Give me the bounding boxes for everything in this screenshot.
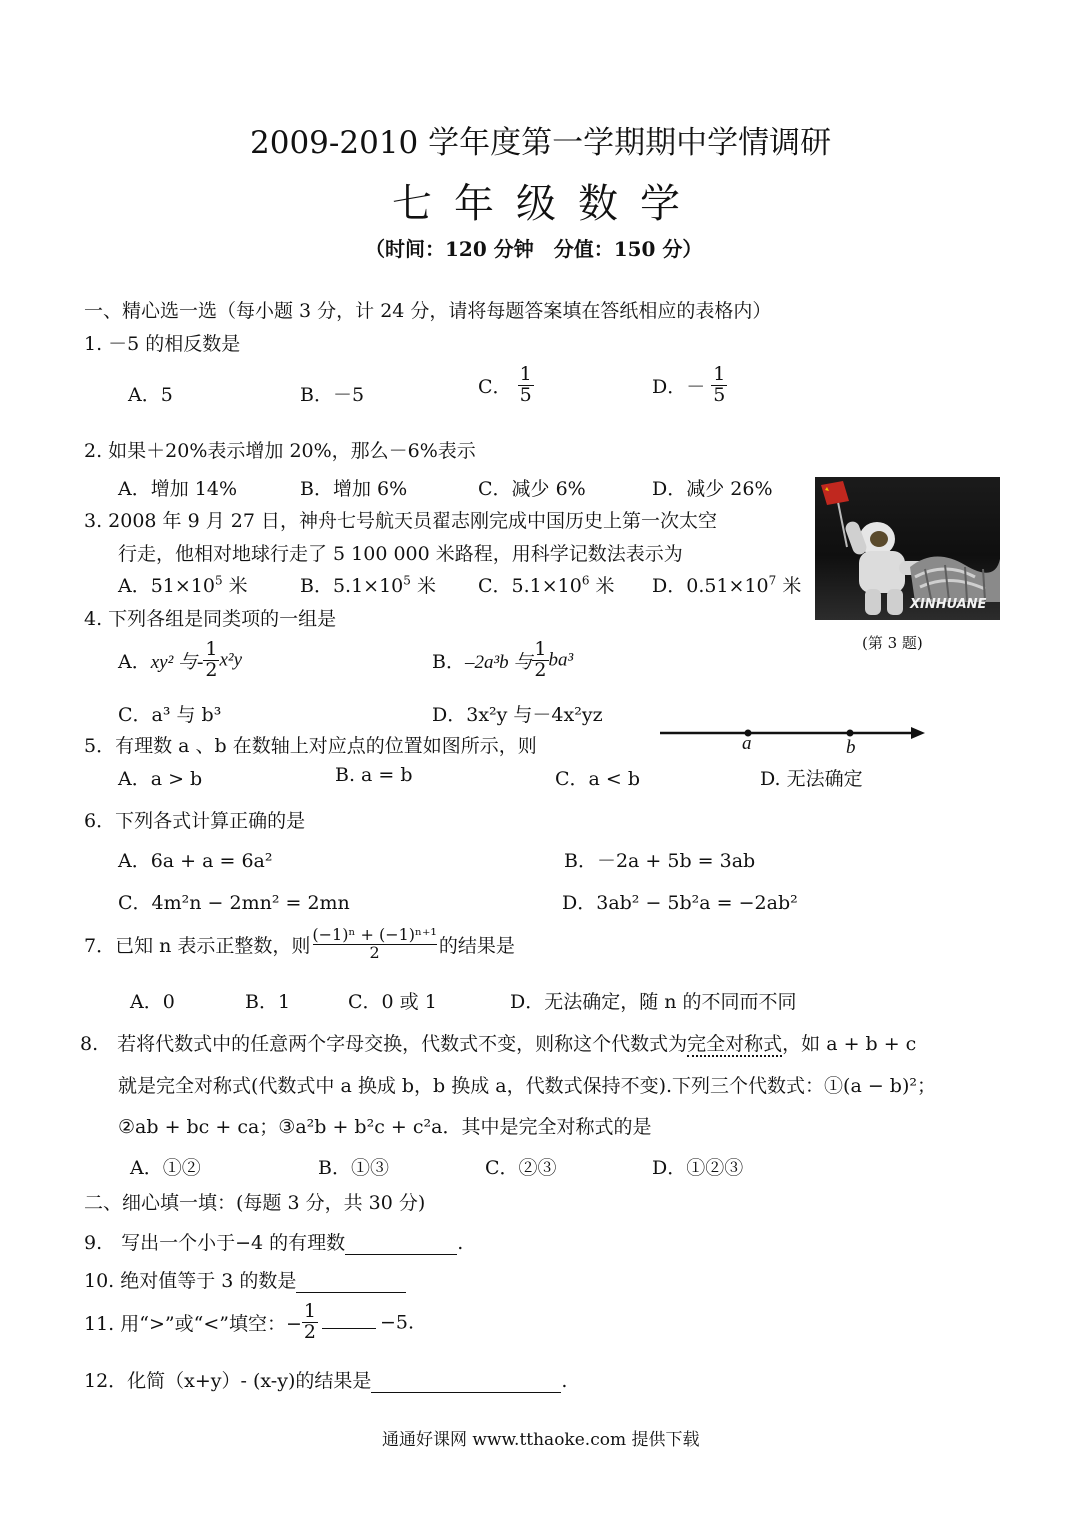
q3-stem-line-1: 3. 2008 年 9 月 27 日，神舟七号航天员翟志刚完成中国历史上第一次太空: [84, 510, 717, 532]
photo-watermark: XINHUANE: [910, 597, 987, 612]
q7-fraction: $\frac{\text{(−1)ⁿ + (−1)ⁿ⁺¹}}{2}$: [312, 925, 437, 962]
q7-option-a: A．0: [130, 991, 175, 1013]
q7-stem: 7．已知 n 表示正整数，则 $\frac{\text{(−1)ⁿ + (−1)ⁿ⁺¹}}{2}$ 的结果是: [84, 925, 515, 962]
q5-option-c: C．a < b: [555, 768, 641, 790]
q1-d-fraction: $\frac{1}{5}$: [713, 363, 726, 406]
q8-line-2: 就是完全对称式(代数式中 a 换成 b，b 换成 a，代数式保持不变).下列三个代数式：①(a − b)²；: [118, 1075, 936, 1097]
q6-option-b: B．－2a + 5b = 3ab: [564, 850, 756, 872]
q12-answer-blank[interactable]: [371, 1372, 561, 1393]
q6-option-d: D．3ab² − 5b²a = −2ab²: [562, 892, 798, 914]
q5-option-a: A．a > b: [118, 768, 203, 790]
exam-title: 2009-2010 学年度第一学期期中学情调研: [250, 125, 832, 161]
q11: 11. 用“>”或“<”填空：− $\frac{1}{2}$ −5.: [84, 1300, 415, 1343]
q1-option-c: C． $\frac{1}{5}$: [478, 363, 532, 406]
point-b-label: b: [846, 737, 856, 758]
q9: 9. 写出一个小于−4 的有理数 .: [84, 1232, 464, 1254]
q10: 10. 绝对值等于 3 的数是: [84, 1266, 406, 1293]
q3-option-d: D．$0.51\times 10^7$ 米: [652, 573, 802, 597]
footer-text: 通通好课网 www.tthaoke.com 提供下载: [382, 1430, 700, 1450]
q8-line-1: 8. 若将代数式中的任意两个字母交换，代数式不变，则称这个代数式为完全对称式，如 a + b + c: [80, 1033, 917, 1055]
q2-option-a: A．增加 14%: [118, 478, 237, 500]
q3-option-b: B．$5.1\times 10^5$ 米: [300, 573, 436, 597]
q3-stem-line-2: 行走，他相对地球行走了 5 100 000 米路程，用科学记数法表示为: [118, 543, 683, 565]
number-line: [655, 720, 930, 760]
q12: 12．化简（x+y）- (x-y)的结果是 .: [84, 1370, 568, 1392]
q3-option-a: A．$51\times 10^5$ 米: [118, 573, 248, 597]
q2-option-b: B．增加 6%: [300, 478, 408, 500]
photo-caption: (第 3 题): [862, 634, 923, 652]
astronaut-photo: [815, 477, 1000, 620]
q2-option-c: C．减少 6%: [478, 478, 586, 500]
q6-option-c: C．4m²n − 2mn² = 2mn: [118, 892, 350, 914]
q4-option-a: A．xy² 与- $\frac{1}{2}$ x²y: [118, 638, 243, 681]
q8-option-c: C．②③: [485, 1157, 557, 1179]
point-a-label: a: [742, 733, 752, 754]
q5-stem: 5．有理数 a 、b 在数轴上对应点的位置如图所示，则: [84, 735, 537, 757]
q1-c-fraction: $\frac{1}{5}$: [519, 363, 532, 406]
q4-stem: 4. 下列各组是同类项的一组是: [84, 608, 337, 630]
q9-answer-blank[interactable]: [345, 1234, 457, 1255]
q11-fraction: $\frac{1}{2}$: [303, 1300, 316, 1343]
q5-option-b: B. a = b: [335, 764, 413, 786]
q1-stem: 1. －5 的相反数是: [84, 333, 241, 355]
q3-option-c: C．$5.1\times 10^6$ 米: [478, 573, 615, 597]
q8-option-a: A．①②: [130, 1157, 201, 1179]
exam-info: （时间：120 分钟 分值：150 分）: [365, 237, 703, 261]
q4-a-fraction: $\frac{1}{2}$: [205, 638, 218, 681]
q11-answer-blank[interactable]: [322, 1316, 376, 1329]
exam-subject: 七年级数学: [392, 181, 702, 227]
q4-option-d: D．3x²y 与－4x²yz: [432, 704, 603, 726]
q4-option-c: C．a³ 与 b³: [118, 704, 222, 726]
q6-stem: 6．下列各式计算正确的是: [84, 810, 306, 832]
q8-option-b: B．①③: [318, 1157, 389, 1179]
q5-option-d: D. 无法确定: [760, 768, 863, 790]
q7-option-c: C．0 或 1: [348, 991, 437, 1013]
q6-option-a: A．6a + a = 6a²: [118, 850, 273, 872]
q8-line-3: ②ab + bc + ca；③a²b + b²c + c²a．其中是完全对称式的是: [118, 1116, 652, 1138]
q1-option-d: D．－ $\frac{1}{5}$: [652, 363, 726, 406]
section-1-heading: 一、精心选一选（每小题 3 分，计 24 分，请将每题答案填在答纸相应的表格内）: [84, 300, 772, 322]
q7-option-b: B．1: [245, 991, 291, 1013]
point-b-marker: [847, 730, 854, 737]
q1-option-b: B．－5: [300, 384, 365, 406]
q1-option-a: A．5: [128, 384, 173, 406]
q10-answer-blank[interactable]: [296, 1272, 406, 1293]
q2-option-d: D．减少 26%: [652, 478, 773, 500]
section-2-heading: 二、细心填一填：(每题 3 分，共 30 分): [84, 1192, 426, 1214]
q4-b-fraction: $\frac{1}{2}$: [534, 638, 547, 681]
q4-option-b: B．–2a³b 与 $\frac{1}{2}$ ba³: [432, 638, 574, 681]
q2-stem: 2. 如果＋20%表示增加 20%，那么－6%表示: [84, 440, 476, 462]
flag-icon: [821, 481, 849, 505]
q7-option-d: D．无法确定，随 n 的不同而不同: [510, 991, 797, 1013]
q8-option-d: D．①②③: [652, 1157, 744, 1179]
